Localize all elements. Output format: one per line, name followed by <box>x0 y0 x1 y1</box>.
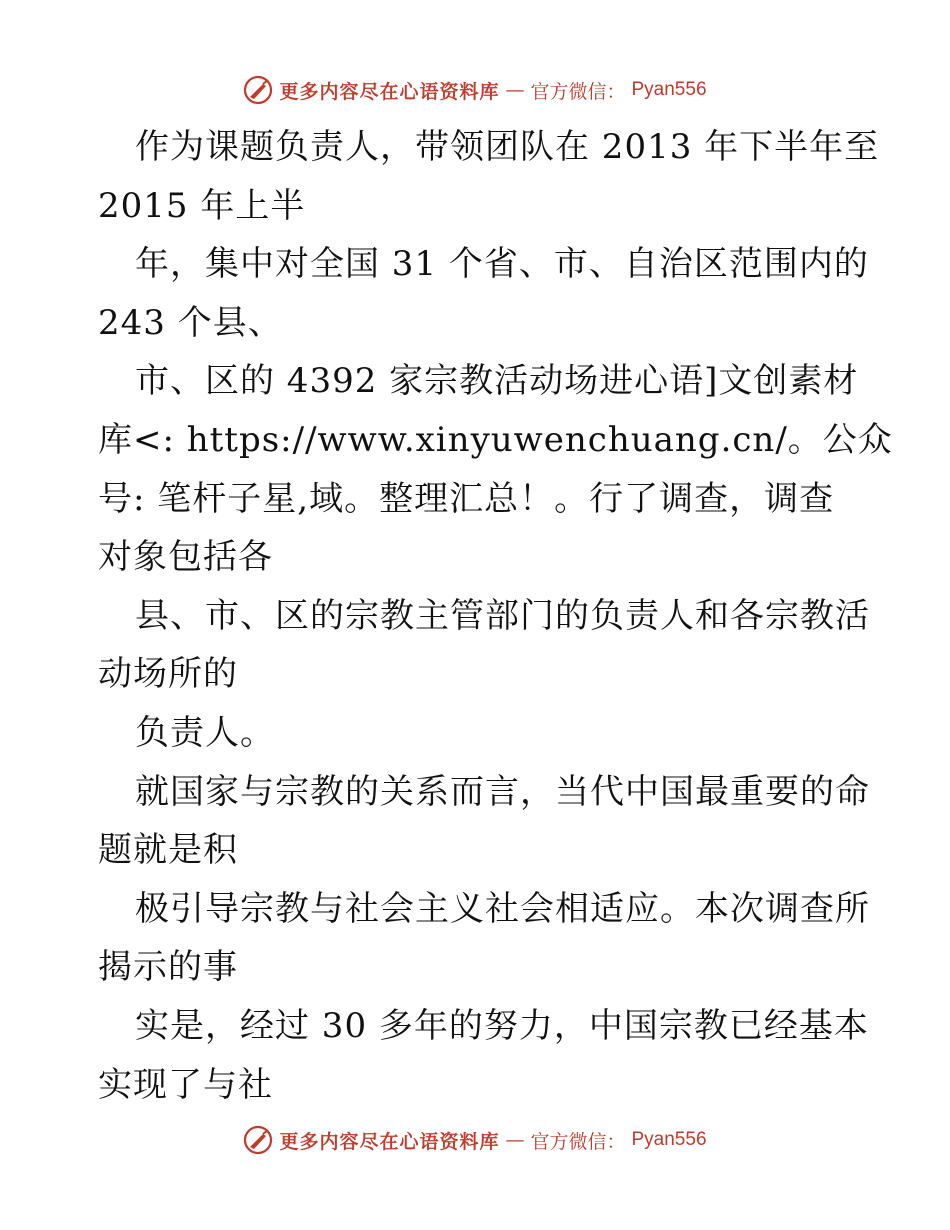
footer-watermark-banner <box>0 1123 950 1157</box>
header-watermark-banner <box>0 73 950 107</box>
body-line: 库<: https://www.xinyuwenchuang.cn/。公众 <box>98 419 893 460</box>
body-line: 作为课题负责人，带领团队在 2013 年下半年至 <box>135 127 880 167</box>
body-line: 县、市、区的宗教主管部门的负责人和各宗教活 <box>135 595 870 636</box>
body-line: 负责人。 <box>135 712 275 753</box>
body-line: 市、区的 4392 家宗教活动场进心语]文创素材 <box>135 361 859 402</box>
body-line: 动场所的 <box>98 654 238 695</box>
body-text <box>98 125 893 1121</box>
body-line: 实是，经过 30 多年的努力，中国宗教已经基本 <box>135 1005 869 1046</box>
header-banner-text: 更多内容尽在心语资料库 <box>279 80 500 103</box>
footer-wechat-label: 官方微信： <box>530 1130 626 1153</box>
body-line: 揭示的事 <box>98 947 238 988</box>
body-line: 对象包括各 <box>98 537 273 578</box>
body-line: 题就是积 <box>98 830 238 871</box>
footer-wechat-id: Pyan556 <box>631 1129 707 1150</box>
footer-banner-dash: — <box>505 1129 525 1151</box>
body-line: 2015 年上半 <box>98 185 306 226</box>
footer-banner-text: 更多内容尽在心语资料库 <box>279 1130 500 1153</box>
body-line: 243 个县、 <box>98 302 283 343</box>
quill-pen-logo-icon <box>243 75 273 105</box>
header-wechat-label: 官方微信： <box>530 80 626 103</box>
body-line: 年，集中对全国 31 个省、市、自治区范围内的 <box>135 244 869 285</box>
body-line: 就国家与宗教的关系而言，当代中国最重要的命 <box>135 771 870 812</box>
body-line: 极引导宗教与社会主义社会相适应。本次调查所 <box>135 888 870 929</box>
body-line: 实现了与社 <box>98 1064 273 1105</box>
header-wechat-id: Pyan556 <box>631 79 707 100</box>
body-line: 号: 笔杆子星,域。整理汇总！。行了调查，调查 <box>98 478 835 519</box>
header-banner-dash: — <box>505 79 525 101</box>
quill-pen-logo-icon <box>243 1125 273 1155</box>
